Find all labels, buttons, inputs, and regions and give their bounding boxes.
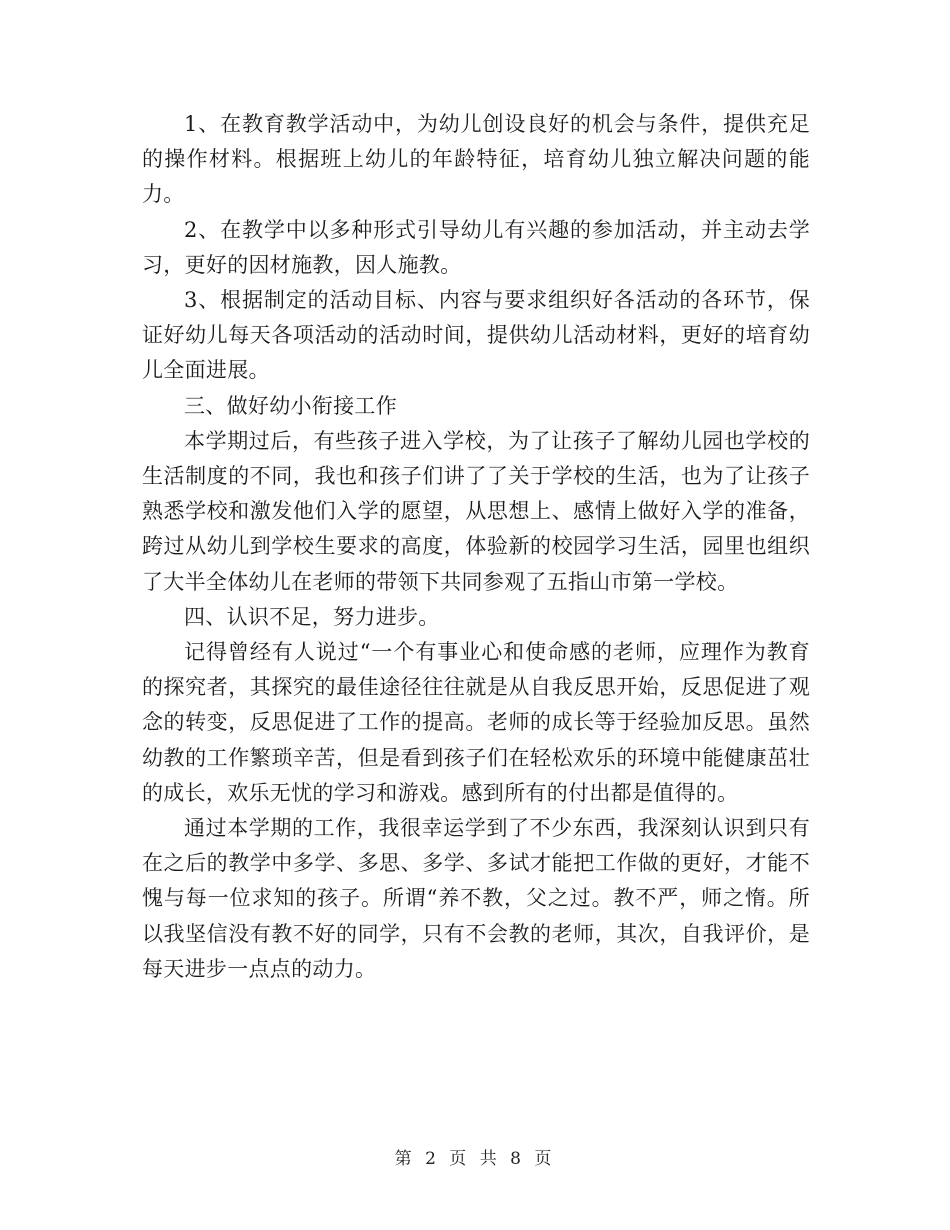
paragraph-transition: 本学期过后，有些孩子进入学校，为了让孩子了解幼儿园也学校的生活制度的不同，我也和孩子们讲了了关于学校的生活，也为了让孩子熟悉学校和激发他们入学的愿望，从思想上、感情上做好入学的准备，跨过从幼儿到学校生要求的高度，体验新的校园学习生活，园里也组织了大半全体幼儿在老师的带领下共同参观了五指山市第一学校。 [142, 428, 810, 594]
paragraph-summary: 通过本学期的工作，我很幸运学到了不少东西，我深刻认识到只有在之后的教学中多学、多思、多学、多试才能把工作做的更好，才能不愧与每一位求知的孩子。所谓“养不教，父之过。教不严，师之惰。所以我坚信没有教不好的同学，只有不会教的老师，其次，自我评价，是每天进步一点点的动力。 [142, 816, 810, 981]
paragraph-item-2: 2、在教学中以多种形式引导幼儿有兴趣的参加活动，并主动去学习，更好的因材施教，因人施教。 [142, 217, 810, 277]
section-heading-3: 三、做好幼小衔接工作 [184, 393, 397, 418]
paragraph-item-3: 3、根据制定的活动目标、内容与要求组织好各活动的各环节，保证好幼儿每天各项活动的活动时间，提供幼儿活动材料，更好的培育幼儿全面进展。 [142, 288, 810, 383]
paragraph-reflection: 记得曾经有人说过“一个有事业心和使命感的老师，应理作为教育的探究者，其探究的最佳途径往往就是从自我反思开始，反思促进了观念的转变，反思促进了工作的提高。老师的成长等于经验加反思。虽然幼教的工作繁琐辛苦，但是看到孩子们在轻松欢乐的环境中能健康茁壮的成长，欢乐无忧的学习和游戏。感到所有的付出都是值得的。 [142, 640, 810, 805]
page-number-footer: 第 2 页 共 8 页 [394, 1149, 556, 1169]
section-heading-4: 四、认识不足，努力进步。 [184, 604, 440, 629]
paragraph-item-1: 1、在教育教学活动中，为幼儿创设良好的机会与条件，提供充足的操作材料。根据班上幼儿的年龄特征，培育幼儿独立解决问题的能力。 [142, 112, 810, 207]
document-body [142, 107, 810, 987]
